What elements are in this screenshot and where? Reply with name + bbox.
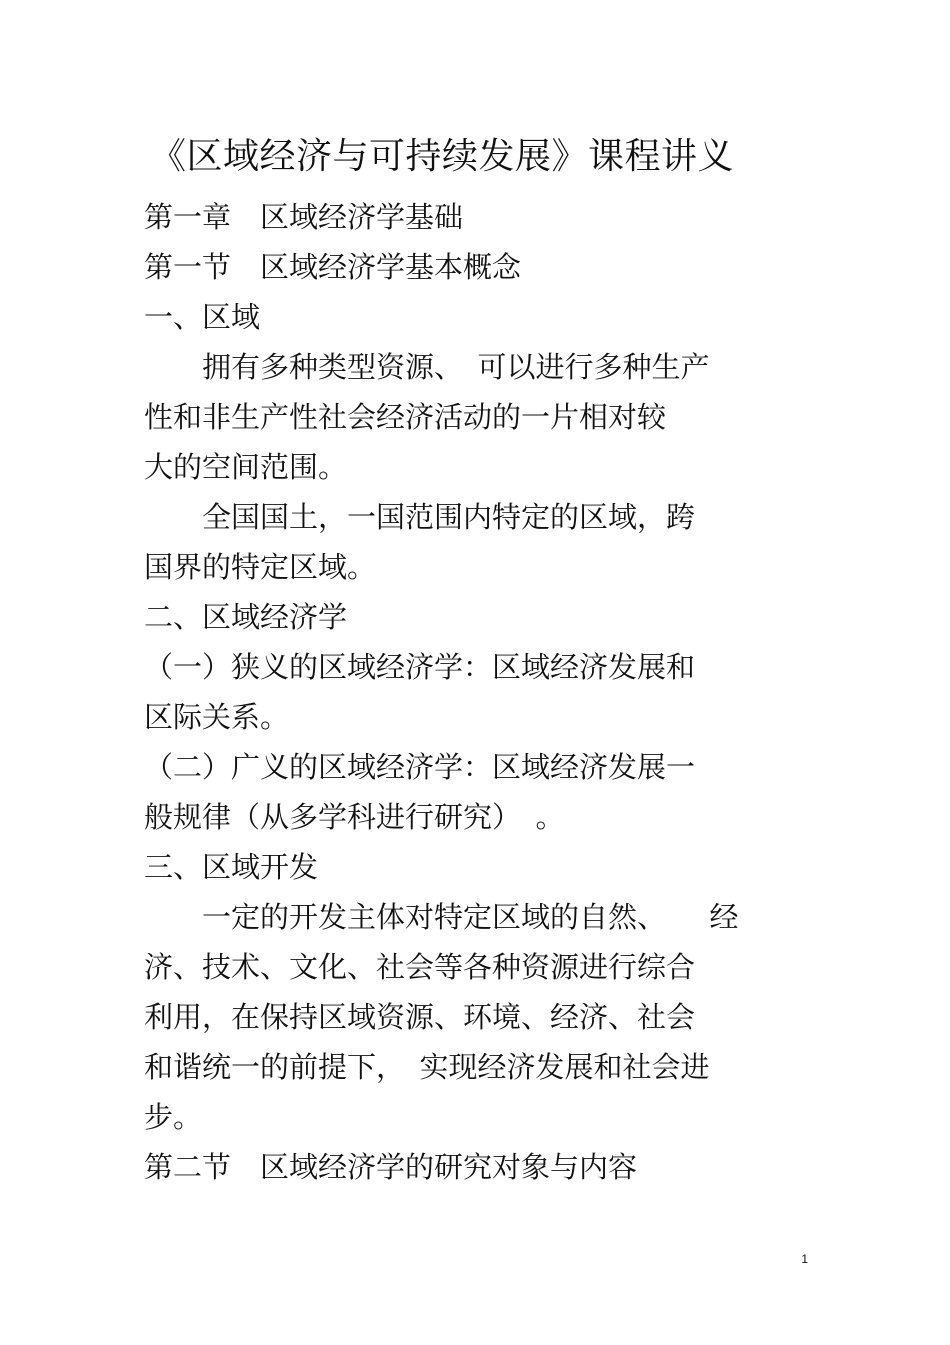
section-heading: 第一节 区域经济学基本概念 xyxy=(144,250,522,284)
paragraph-line: 大的空间范围。 xyxy=(144,450,348,484)
subsection-heading: 三、区域开发 xyxy=(144,850,319,884)
paragraph-line: 国界的特定区域。 xyxy=(144,550,377,584)
paragraph-line: 性和非生产性社会经济活动的一片相对较 xyxy=(144,400,667,434)
paragraph-line: 全国国土，一国范围内特定的区域，跨 xyxy=(144,500,696,534)
subsection-heading: 二、区域经济学 xyxy=(144,600,348,634)
paragraph-line: 般规律（从多学科进行研究） 。 xyxy=(144,800,565,834)
subsection-heading: 一、区域 xyxy=(144,300,261,334)
paragraph-line: 区际关系。 xyxy=(144,700,290,734)
document-title: 《区域经济与可持续发展》课程讲义 xyxy=(150,136,735,177)
chapter-heading: 第一章 区域经济学基础 xyxy=(144,200,464,234)
paragraph-line: （一）狭义的区域经济学：区域经济发展和 xyxy=(144,650,696,684)
paragraph-line: （二）广义的区域经济学：区域经济发展一 xyxy=(144,750,696,784)
page-number: 1 xyxy=(801,1252,808,1266)
paragraph-line: 拥有多种类型资源、 可以进行多种生产 xyxy=(144,350,710,384)
paragraph-line: 和谐统一的前提下， 实现经济发展和社会进 xyxy=(144,1050,710,1084)
paragraph-line: 一定的开发主体对特定区域的自然、 经 xyxy=(144,900,739,934)
section-heading: 第二节 区域经济学的研究对象与内容 xyxy=(144,1150,638,1184)
paragraph-line: 利用，在保持区域资源、环境、经济、社会 xyxy=(144,1000,696,1034)
paragraph-line: 步。 xyxy=(144,1100,203,1134)
paragraph-line: 济、技术、文化、社会等各种资源进行综合 xyxy=(144,950,696,984)
